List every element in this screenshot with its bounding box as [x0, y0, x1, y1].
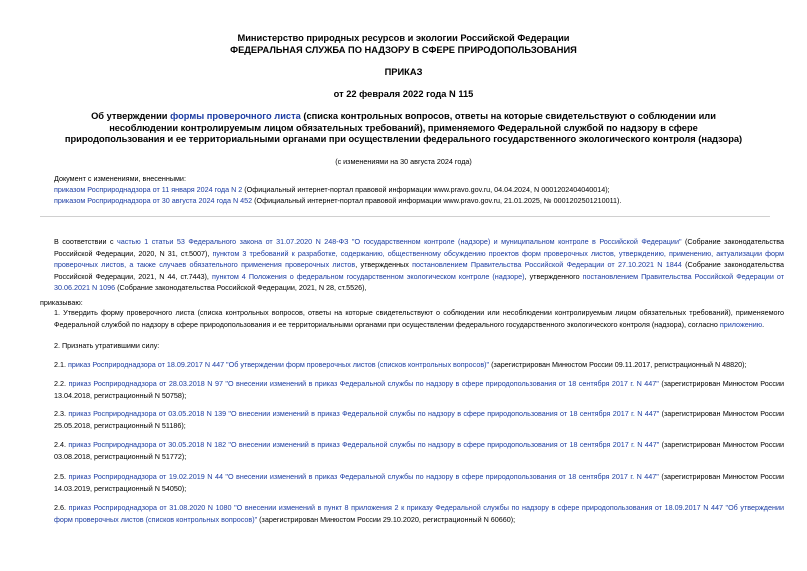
item-number: 2.5.: [54, 472, 69, 481]
item-number: 2.3.: [54, 409, 69, 418]
registration-text: (зарегистрирован Минюстом России 25.05.2018, регистрационный N 51186);: [54, 409, 784, 430]
appendix-link[interactable]: приложению: [719, 319, 763, 329]
repealed-item: [40, 502, 784, 525]
requirements-link[interactable]: пунктом 3 требований к разработке, содержанию, общественному обсуждению проектов форм проверочных листов, утверждению, применению, актуализации форм проверочных листов, а также случаев обязательного применения проверочных листов: [54, 248, 784, 269]
amendment-item: [54, 196, 621, 206]
repealed-item: [40, 471, 784, 494]
preamble-text: (Собрание законодательства Российской Федерации, 2021, N 28, ст.5526),: [115, 283, 367, 292]
preamble: [40, 236, 784, 294]
repealed-item: [40, 439, 784, 462]
amendment-text: (Официальный интернет-портал правовой информации www.pravo.gov.ru, 21.01.2025, № 0001202501210011).: [252, 196, 622, 205]
resolution-1096-link[interactable]: постановлением Правительства Российской Федерации от 30.06.2021 N 1096: [54, 271, 784, 292]
item-number: 2.6.: [54, 503, 69, 512]
revision-note: (с изменениями на 30 августа 2024 года): [335, 157, 472, 166]
order-link[interactable]: приказ Росприроднадзора от 18.09.2017 N 447 "Об утверждении форм проверочных листов (списков контрольных вопросов)": [68, 360, 490, 369]
repealed-item: [40, 408, 784, 431]
registration-text: (зарегистрирован Минюстом России 03.08.2018, регистрационный N 51772);: [54, 440, 784, 461]
doc-type: ПРИКАЗ: [384, 67, 423, 77]
title-rest: (списка контрольных вопросов, ответы на которые свидетельствуют о соблюдении или несоблюдении контролируемым лицом обязательных требований), применяемого Федеральной службой по надзору в сфере природопользования и ее территориальными органами при осуществлении федерального государственного экологического контроля (надзора): [64, 111, 743, 144]
item-number: 2.1.: [54, 360, 68, 369]
item-1-end: .: [762, 319, 765, 329]
amendment-item: [54, 185, 610, 195]
divider: [40, 216, 770, 217]
ministry-name: Министерство природных ресурсов и экологии Российской Федерации: [237, 33, 570, 43]
registration-text: (зарегистрирован Минюстом России 09.11.2017, регистрационный N 48820);: [489, 360, 747, 369]
orders-word: приказываю:: [40, 298, 83, 307]
registration-text: (зарегистрирован Минюстом России 13.04.2018, регистрационный N 50758);: [54, 379, 784, 400]
item-2-heading: 2. Признать утратившими силу:: [54, 341, 160, 350]
preamble-text: (Собрание законодательства Российской Федерации, 2021, N 44, ст.7443),: [54, 260, 784, 281]
item-number: 2.4.: [54, 440, 69, 449]
preamble-text: , утвержденного: [524, 271, 583, 281]
item-1-text: 1. Утвердить форму проверочного листа (списка контрольных вопросов, ответы на которые свидетельствуют о соблюдении или несоблюдении контролируемым лицом обязательных требований), применяемого Федеральной службой по надзору в сфере природопользования и ее территориальными органами при осуществлении федерального государственного экологического контроля (надзора), согласно: [54, 308, 784, 329]
document-title: [60, 111, 747, 146]
repealed-item: [40, 359, 784, 371]
doc-date-number: от 22 февраля 2022 года N 115: [333, 89, 474, 99]
registration-text: (зарегистрирован Минюстом России 29.10.2020, регистрационный N 60660);: [257, 514, 516, 524]
resolution-1844-link[interactable]: постановлением Правительства Российской Федерации от 27.10.2021 N 1844: [412, 260, 682, 269]
form-link[interactable]: формы проверочного листа: [170, 111, 301, 121]
preamble-text: , утвержденных: [355, 260, 413, 269]
preamble-text: В соответствии с: [54, 237, 118, 246]
title-prefix: Об утверждении: [91, 111, 171, 121]
law-link[interactable]: частью 1 статьи 53 Федерального закона от 31.07.2020 N 248-ФЗ "О государственном контроле (надзоре) и муниципальном контроле в Российской Федерации": [117, 237, 682, 246]
repealed-item: [40, 378, 784, 401]
item-number: 2.2.: [54, 379, 69, 388]
amendment-text: (Официальный интернет-портал правовой информации www.pravo.gov.ru, 04.04.2024, N 0001202404040014);: [242, 185, 610, 194]
amendments-intro: Документ с изменениями, внесенными:: [54, 174, 186, 183]
order-link[interactable]: приказ Росприроднадзора от 28.03.2018 N 97 "О внесении изменений в приказ Федеральной службы по надзору в сфере природопользования от 18 сентября 2017 г. N 447": [68, 379, 659, 388]
regulation-link[interactable]: пунктом 4 Положения о федеральном государственном экологическом контроле (надзоре): [211, 271, 525, 281]
preamble-text: (Собрание законодательства Российской Федерации, 2020, N 31, ст.5007),: [54, 237, 784, 258]
order-link[interactable]: приказ Росприроднадзора от 30.05.2018 N 182 "О внесении изменений в приказ Федеральной службы по надзору в сфере природопользования от 18 сентября 2017 г. N 447": [68, 440, 660, 449]
item-1: [40, 307, 784, 330]
order-link[interactable]: приказ Росприроднадзора от 19.02.2019 N 44 "О внесении изменений в приказ Федеральной службы по надзору в сфере природопользования от 18 сентября 2017 г. N 447": [68, 472, 659, 481]
service-name: ФЕДЕРАЛЬНАЯ СЛУЖБА ПО НАДЗОРУ В СФЕРЕ ПРИРОДОПОЛЬЗОВАНИЯ: [230, 45, 577, 55]
amendment-link[interactable]: приказом Росприроднадзора от 11 января 2024 года N 2: [54, 185, 243, 194]
order-link[interactable]: приказ Росприроднадзора от 31.08.2020 N 1080 "О внесении изменений в пункт 8 приложения 2 к приказу Федеральной службы по надзору в сфере природопользования от 18.09.2017 N 447 "Об утверждении форм проверочных листов (списков контрольных вопросов)": [54, 503, 784, 524]
registration-text: (зарегистрирован Минюстом России 14.03.2019, регистрационный N 54050);: [54, 472, 784, 493]
amendment-link[interactable]: приказом Росприроднадзора от 30 августа 2024 года N 452: [54, 196, 253, 205]
order-link[interactable]: приказ Росприроднадзора от 03.05.2018 N 139 "О внесении изменений в приказ Федеральной службы по надзору в сфере природопользования от 18 сентября 2017 г. N 447": [68, 409, 660, 418]
